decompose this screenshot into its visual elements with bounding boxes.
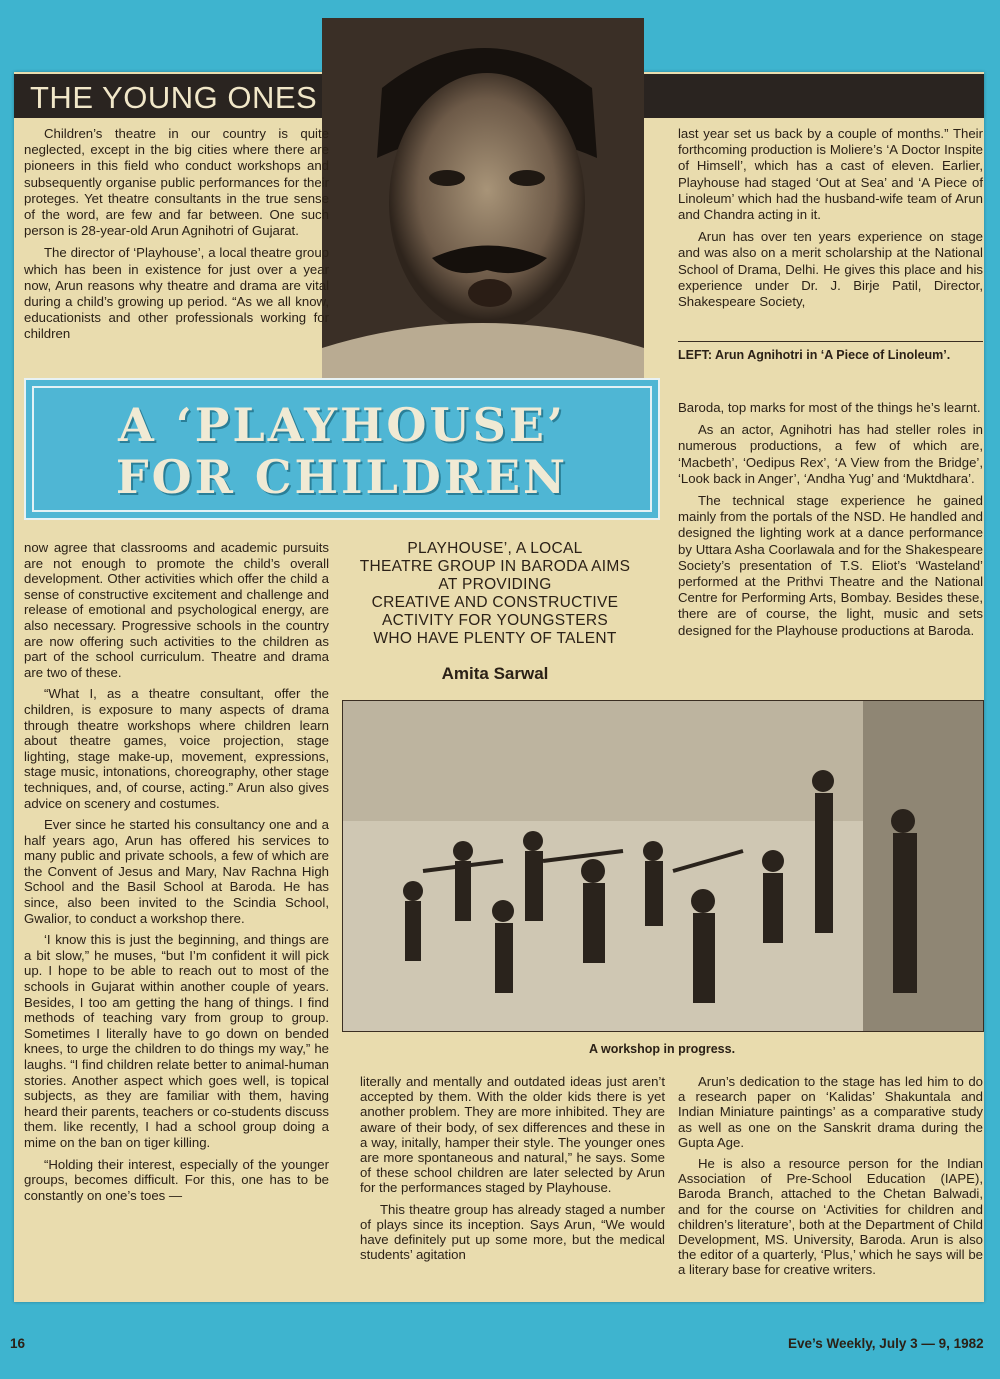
headline-banner <box>24 378 660 520</box>
paragraph: He is also a resource person for the Indian Association of Pre-School Education (IAPE), Baroda Branch, attached to the Chetan Balwadi, and for the course on ‘Activities for children and children’s literature’, both at the Department of Child Development, MS. University, Baroda. Arun is also the editor of a quarterly, ‘Plus,’ which he says will be a literary base for creative writers. <box>678 1156 983 1278</box>
workshop-photo <box>342 700 984 1032</box>
column-1-bottom <box>24 540 329 1209</box>
paragraph: “Holding their interest, especially of the younger groups, becomes difficult. For this, one has to be constantly on one’s toes — <box>24 1156 329 1203</box>
subhead-line: WHO HAVE PLENTY OF TALENT <box>373 630 617 647</box>
column-1-top <box>24 126 329 349</box>
column-3-top <box>678 126 983 316</box>
column-3-bottom <box>678 1074 983 1284</box>
paragraph: Children’s theatre in our country is quite neglected, except in the big cities where there are pioneers in this field who conduct workshops and subsequently organise public performances for their proteges. Yet theatre consultants in the true sense of the word, are few and far between. One such person is 28-year-old Arun Agnihotri of Gujarat. <box>24 126 329 239</box>
paragraph: Ever since he started his consultancy one and a half years ago, Arun has offered his services to many public and private schools, a few of which are the Convent of Jesus and Mary, Nav Rachna High School and the Basil School at Baroda. He has since, also been invited to the Scindia School, Gwalior, to conduct a workshop there. <box>24 817 329 926</box>
portrait-caption: LEFT: Arun Agnihotri in ‘A Piece of Linoleum’. <box>678 341 983 362</box>
subhead-line: THEATRE GROUP IN BARODA AIMS <box>359 558 631 575</box>
headline-line-2: FOR CHILDREN <box>115 450 569 504</box>
paragraph: last year set us back by a couple of months.” Their forthcoming production is Moliere’s ‘A Doctor Inspite of Himsell’, which has a cast of eleven. Earlier, Playhouse had staged ‘Out at Sea’ and ‘A Piece of Linoleum’ which had the husband-wife team of Arun and Chandra acting in it. <box>678 126 983 223</box>
subheadline <box>345 540 645 648</box>
paragraph: Baroda, top marks for most of the things he’s learnt. <box>678 400 981 415</box>
paragraph: The director of ‘Playhouse’, a local theatre group which has been in existence for just over a year now, Arun reasons why theatre and drama are vital during a child’s growing up period. “As we all know, educationists and other professionals working for children <box>24 245 329 342</box>
paragraph: As an actor, Agnihotri has had steller roles in numerous productions, a few of which are, ‘Macbeth’, ‘Oedipus Rex’, ‘A View from the Bridge’, ‘Look back in Anger’, ‘Andha Yug’ and ‘Muktdhara’. <box>678 422 983 486</box>
subhead-line: AT PROVIDING <box>438 576 552 593</box>
page-number: 16 <box>10 1336 26 1351</box>
headline-line-1: A ‘PLAYHOUSE’ <box>118 398 566 452</box>
paragraph: The technical stage experience he gained mainly from the portals of the NSD. He handled and designed the lighting work at a dance performance by Uttara Asha Coorlawala and for the Shakespeare Society’s presentation of T.S. Eliot’s ‘Wasteland’ performed at the Prithvi Theatre and the National Centre for Performing Arts, Bombay. Besides these, there are of course, the light, music and sets designed for the Playhouse productions at Baroda. <box>678 493 983 638</box>
paragraph: literally and mentally and outdated ideas just aren’t accepted by them. With the older kids there is yet another problem. They are more inhibited. They are aware of their body, of sex differences and these in a way, initally, hamper their style. The younger ones are more spontaneous and natural,” he says. Some of these school children are later selected by Arun for the performances staged by Playhouse. <box>360 1074 665 1196</box>
paragraph: Arun’s dedication to the stage has led him to do a research paper on ‘Kalidas’ Shakuntala and Indian Miniature paintings’ as a comparative study as well as one on the Sanskrit drama during the Gupta Age. <box>678 1074 983 1150</box>
paragraph: “What I, as a theatre consultant, offer the children, is exposure to many aspects of drama through theatre workshops where children learn about theatre games, voice projection, stage lighting, stage make-up, movement, expressions, stage music, intonations, choreography, other stage techniques, and, of course, acting.” Arun also gives advice on scenery and costumes. <box>24 686 329 811</box>
column-2-bottom <box>360 1074 665 1268</box>
paragraph: now agree that classrooms and academic pursuits are not enough to promote the child’s overall development. Other activities which offer the child a sense of constructive excitement and challenge and release of emotional and psychological energy, are also necessary. Progressive schools in the country are now offering such activities to the children as part of the school curriculum. Theatre and drama are two of these. <box>24 540 329 680</box>
column-3-middle <box>678 400 983 645</box>
paragraph: ‘I know this is just the beginning, and things are a bit slow,” he muses, “but I’m confident it will pick up. I hope to be able to reach out to most of the schools in Gujarat within another couple of years. Besides, I too am getting the hang of things. I find methods of teaching vary from group to group. Sometimes I literally have to go down on bended knees, to urge the children to do things my way,” he laughs. “I find children relate better to animal-human stories. Another aspect which goes well, is topical subjects, as they are familiar with them, having heard their parents, teachers or co-students discuss them. like recently, I had a school group doing a mime on the ban on tiger killing. <box>24 932 329 1150</box>
section-title: THE YOUNG ONES <box>30 80 318 115</box>
photo-caption: A workshop in progress. <box>588 1042 736 1056</box>
portrait-photo <box>322 18 644 378</box>
publication-line: Eve’s Weekly, July 3 — 9, 1982 <box>788 1336 984 1351</box>
paragraph: Arun has over ten years experience on stage and was also on a merit scholarship at the National School of Drama, Delhi. He gives this place and his experience under Dr. J. Birje Patil, Director, Shakespeare Society, <box>678 229 983 310</box>
subhead-line: PLAYHOUSE’, A LOCAL <box>407 540 583 557</box>
paragraph: This theatre group has already staged a number of plays since its inception. Says Arun, “We would have definitely put up some more, but the medical students’ agitation <box>360 1201 665 1263</box>
subhead-line: ACTIVITY FOR YOUNGSTERS <box>382 612 608 629</box>
byline: Amita Sarwal <box>441 664 549 683</box>
subhead-line: CREATIVE AND CONSTRUCTIVE <box>371 594 619 611</box>
